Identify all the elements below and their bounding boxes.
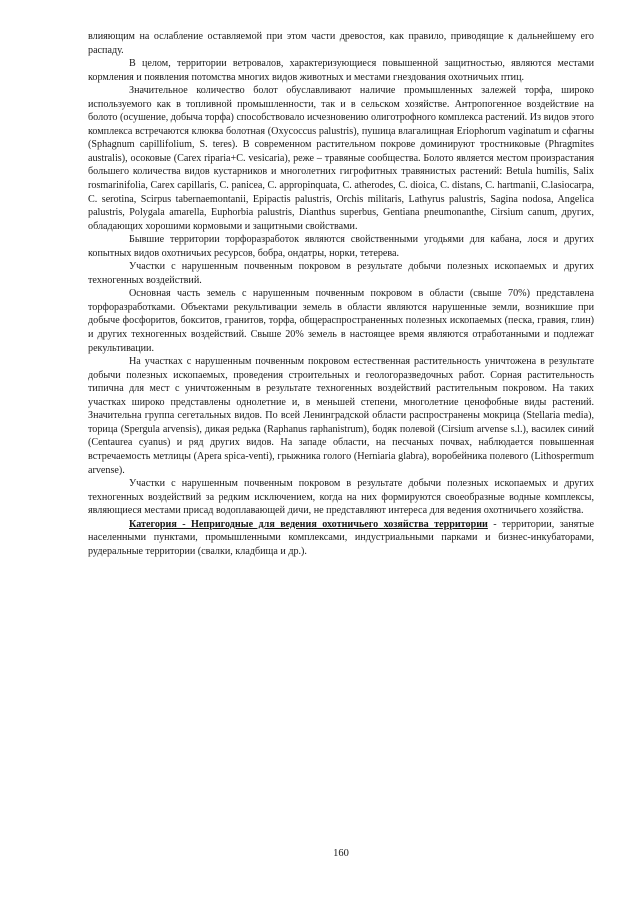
page-number: 160 bbox=[333, 848, 349, 859]
paragraph-6: Основная часть земель с нарушенным почвенным покровом в области (свыше 70%) представлена торфоразработками. Объектами рекультивации земель в области являются нарушенные земли, возникшие при добыче фосфоритов, бокситов, гранитов, торфа, общераспространенных полезных ископаемых (песка, гравия, глин) и других техногенных воздействий. Свыше 20% земель в настоящее время являются отработанными и подлежат рекультивации. bbox=[88, 288, 594, 354]
paragraph-3: Значительное количество болот обуславливают наличие промышленных залежей торфа, широко используемого как в топливной промышленности, так и в сельском хозяйстве. Антропогенное воздействие на болото (осушение, добыча торфа) способствовало исчезновению олиготрофного комплекса растений. Из видов этого комплекса встречаются клюква болотная (Oxycoccus palustris), пушица влагалищная Eriophorum vaginatum и сфагны (Sphagnum capillifolium, S. teres). В современном растительном покрове доминируют тростниковые (Phragmites australis), осоковые (Carex riparia+C. vesicaria), реже – травяные сообщества. Болото является местом произрастания большего количества видов кустарников и многолетних гигрофитных травянистых растений: Betula humilis, Salix rosmarinifolia, Carex capillaris, C. panicea, C. appropinquata, C. atherodes, C. dioica, C. distans, C. hartmanii, C.lasiocarpa, C. serotina, Scirpus tabernaemontanii, Epipactis palustris, Orchis militaris, Lathyrus palustris, Sagina nodosa, Angelica palustris, Polygala amarella, Euphorbia palustris, Dianthus superbus, Gentiana pneumonanthe, Cirsium canum, других, обладающих хорошими кормовыми и защитными свойствами. bbox=[88, 85, 594, 232]
paragraph-8: Участки с нарушенным почвенным покровом в результате добычи полезных ископаемых и других техногенных воздействий за редким исключением, когда на них формируются своеобразные водные комплексы, являющиеся местами присад водоплавающей дичи, не представляют интереса для ведения охотничьего хозяйства. bbox=[88, 478, 594, 517]
paragraph-4: Бывшие территории торфоразработок являются свойственными угодьями для кабана, лося и других копытных видов охотничьих ресурсов, бобра, ондатры, норки, тетерева. bbox=[88, 234, 594, 259]
paragraph-2: В целом, территории ветровалов, характеризующиеся повышенной защитностью, являются местами кормления и появления потомства многих видов животных и местами гнездования охотничьих птиц. bbox=[88, 58, 594, 83]
paragraph-7: На участках с нарушенным почвенным покровом естественная растительность уничтожена в результате добычи полезных ископаемых, проведения строительных и геологоразведочных работ. Сорная растительность типична для мест с уничтоженным в результате техногенных воздействий растительным покровом. На таких участках широко представлены однолетние и, в меньшей степени, многолетние ценофобные виды растений. Значительна группа сегетальных видов. По всей Ленинградской области распространены мокрица (Stellaria media), торица (Spergula arvensis), дикая редька (Raphanus raphanistrum), бодяк полевой (Cirsium arvense s.l.), василек синий (Centaurea cyanus) и ряд других видов. На западе области, на песчаных почвах, наблюдается повышенная встречаемость метлицы (Apera spica-venti), грыжника голого (Herniaria glabra), воробейника полевого (Lithospermum arvense). bbox=[88, 356, 594, 476]
paragraph-1: влияющим на ослабление оставляемой при этом части древостоя, как правило, приводящие к дальнейшему его распаду. bbox=[88, 31, 594, 56]
category-paragraph bbox=[88, 518, 594, 559]
category-description: - территории, занятые населенными пунктами, промышленными комплексами, индустриальными парками и бизнес-инкубаторами, рудеральные территории (свалки, кладбища и др.). bbox=[88, 518, 594, 557]
category-heading: Категория - Непригодные для ведения охотничьего хозяйства территории bbox=[129, 518, 488, 530]
paragraph-5: Участки с нарушенным почвенным покровом в результате добычи полезных ископаемых и других техногенных воздействий. bbox=[88, 261, 594, 286]
